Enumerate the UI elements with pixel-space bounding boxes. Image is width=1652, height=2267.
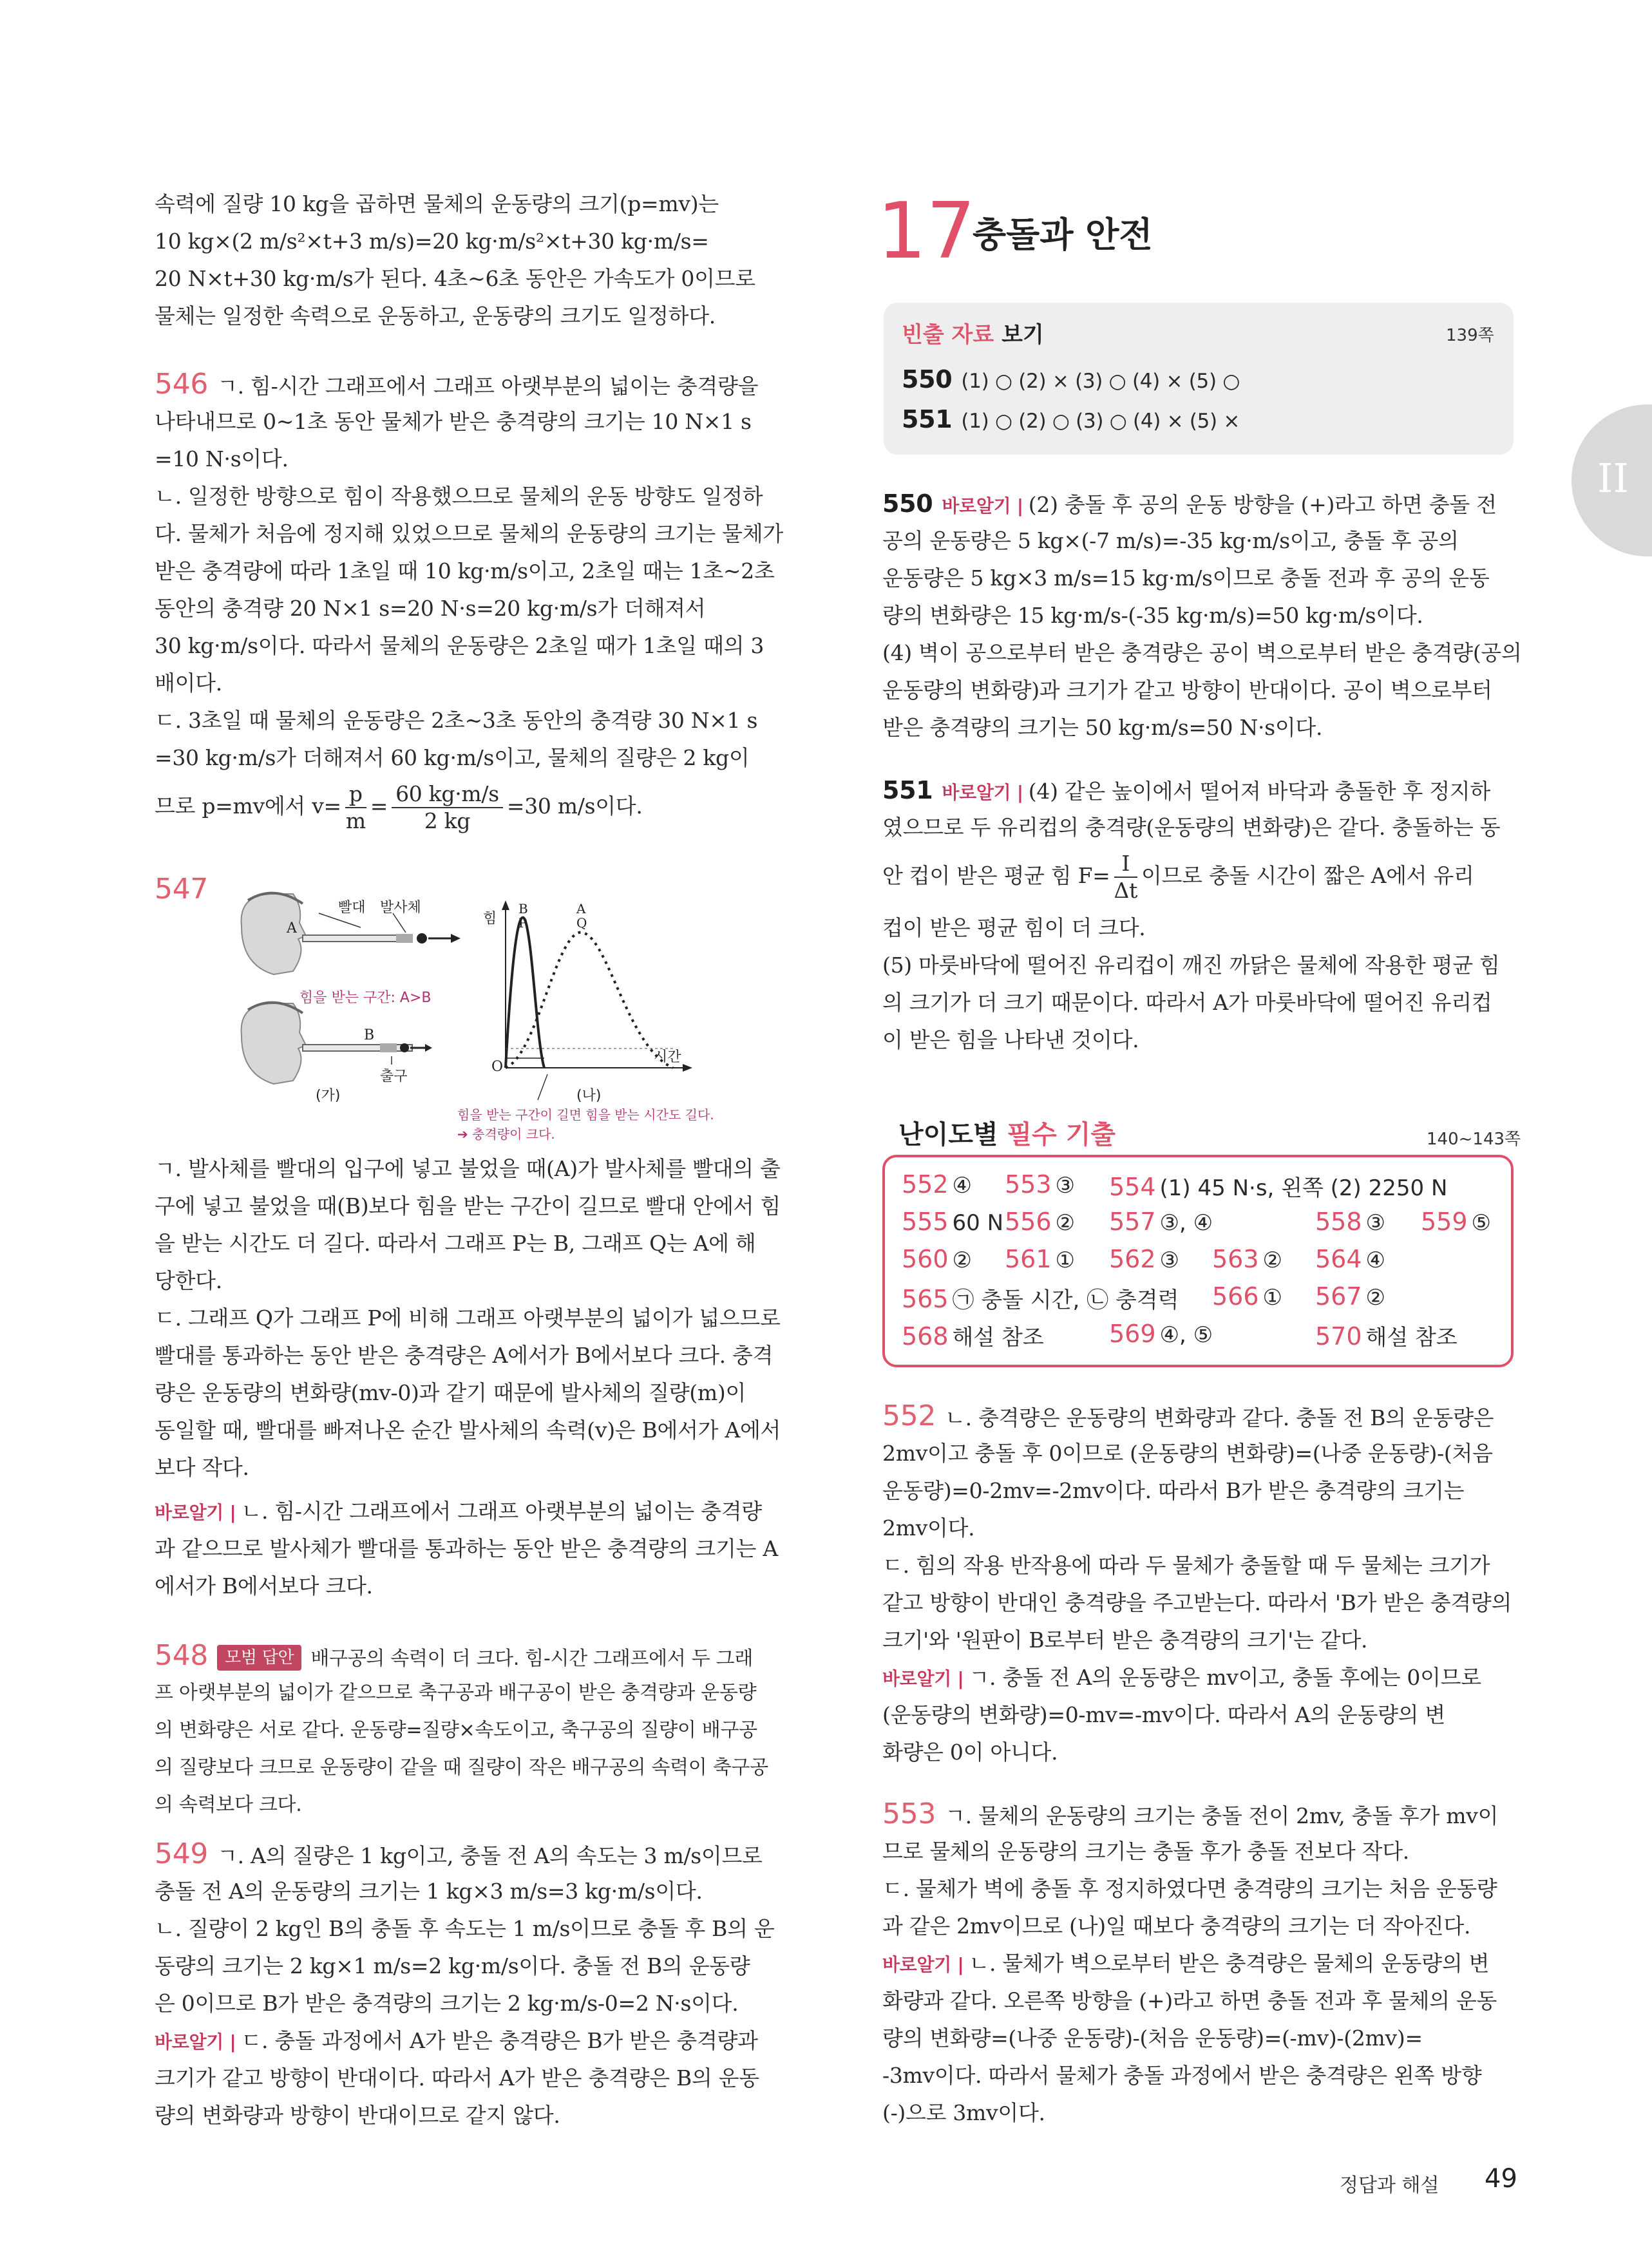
q553-baro-line: (-)으로 3mv이다. xyxy=(882,2100,1045,2125)
q553-baro-line: 량의 변화량=(나중 운동량)-(처음 운동량)=(-mv)-(2mv)= xyxy=(882,2025,1423,2051)
force-range-label: 힘을 받는 구간: A>B xyxy=(299,990,432,1006)
q550-line: 운동량의 변화량)과 크기가 같고 방향이 반대이다. 공이 벽으로부터 xyxy=(882,678,1492,703)
q551-formula: 안 컵이 받은 평균 힘 F= $\frac{I}{\Delta t}$ 이므로 충돌 시간이 짧은 A에서 유리 xyxy=(882,851,1474,903)
q548-line: 548 모범 답안 배구공의 속력이 더 크다. 힘-시간 그래프에서 두 그래 xyxy=(155,1639,754,1672)
q547-line: 량은 운동량의 변화량(mv-0)과 같기 때문에 발사체의 질량(m)이 xyxy=(155,1380,746,1405)
fig-note1: 힘을 받는 구간이 길면 힘을 받는 시간도 길다. xyxy=(457,1107,714,1123)
baro-label: 바로알기 | xyxy=(155,1502,236,1523)
q547-baro-line: 에서가 B에서보다 크다. xyxy=(155,1573,373,1598)
q549-number: 549 xyxy=(155,1837,209,1870)
answer: 555 60 N xyxy=(902,1208,1004,1236)
label-b: B xyxy=(518,901,528,916)
q546-line: 30 kg·m/s이다. 따라서 물체의 운동량은 2초일 때가 1초일 때의 3 xyxy=(155,633,764,658)
freq-row-551: 551 (1) ○ (2) ○ (3) ○ (4) × (5) × xyxy=(902,405,1240,433)
q546-line: 배이다. xyxy=(155,670,222,696)
fig-ga: (가) xyxy=(316,1088,341,1104)
q550-line: 550 바로알기 | (2) 충돌 후 공의 운동 방향을 (+)라고 하면 충돌 전 xyxy=(882,489,1497,518)
exam-page: 140~143쪽 xyxy=(1427,1130,1521,1149)
q548-line: 프 아랫부분의 넓이가 같으므로 축구공과 배구공이 받은 충격량과 운동량 xyxy=(155,1682,757,1704)
answer: 556 ② xyxy=(1005,1208,1076,1236)
q550-line: 운동량은 5 kg×3 m/s=15 kg·m/s이므로 충돌 전과 후 공의 운동 xyxy=(882,565,1490,591)
q553-baro-line: -3mv이다. 따라서 물체가 충돌 과정에서 받은 충격량은 왼쪽 방향 xyxy=(882,2063,1482,2088)
q550-line: 받은 충격량의 크기는 50 kg·m/s=50 N·s이다. xyxy=(882,715,1323,740)
label-p: P xyxy=(518,915,527,931)
q551-line: 551 바로알기 | (4) 같은 높이에서 떨어져 바닥과 충돌한 후 정지하 xyxy=(882,776,1490,804)
intro-line: 10 kg×(2 m/s²×t+3 m/s)=20 kg·m/s²×t+30 kg·m/s= xyxy=(155,229,709,254)
straw-top xyxy=(303,935,412,942)
q547-number-row xyxy=(155,871,217,910)
q546-line: 나타내므로 0~1초 동안 물체가 받은 충격량의 크기는 10 N×1 s xyxy=(155,409,752,434)
q547-line: 빨대를 통과하는 동안 받은 충격량은 A에서가 B에서보다 크다. 충격 xyxy=(155,1343,774,1368)
q547-line: 동일할 때, 빨대를 빠져나온 순간 발사체의 속력(v)은 B에서가 A에서 xyxy=(155,1418,781,1443)
q552-baro-line: 화량은 0이 아니다. xyxy=(882,1740,1058,1765)
q548-line: 의 변화량은 서로 같다. 운동량=질량×속도이고, 축구공의 질량이 배구공 xyxy=(155,1719,757,1741)
fig-note2: ➔ 충격량이 크다. xyxy=(457,1126,555,1142)
face-bottom xyxy=(242,1003,306,1084)
q546-number: 546 xyxy=(155,368,209,401)
q546-line: ㄷ. 3초일 때 물체의 운동량은 2초~3초 동안의 충격량 30 N×1 s xyxy=(155,708,758,733)
q547-line: 구에 넣고 불었을 때(B)보다 힘을 받는 구간이 길므로 빨대 안에서 힘 xyxy=(155,1193,781,1219)
q551-line: 이 받은 힘을 나타낸 것이다. xyxy=(882,1027,1139,1052)
answer: 554 (1) 45 N·s, 왼쪽 (2) 2250 N xyxy=(1109,1173,1448,1201)
q550-line: (4) 벽이 공으로부터 받은 충격량은 공이 벽으로부터 받은 충격량(공의 xyxy=(882,640,1522,665)
q547-baro-line: 바로알기 | ㄴ. 힘-시간 그래프에서 그래프 아랫부분의 넓이는 충격량 xyxy=(155,1499,762,1524)
exit-label: 출구 xyxy=(380,1068,408,1085)
q553-baro-line: 화량과 같다. 오른쪽 방향을 (+)라고 하면 충돌 전과 후 물체의 운동 xyxy=(882,1988,1497,2013)
projectile-dot xyxy=(417,933,427,944)
q549-baro-line: 크기가 같고 방향이 반대이다. 따라서 A가 받은 충격량은 B의 운동 xyxy=(155,2065,759,2091)
q552-line: 크기'와 '원판이 B로부터 받은 충격량의 크기'는 같다. xyxy=(882,1627,1368,1653)
answer: 567 ② xyxy=(1315,1282,1386,1311)
projectile-top xyxy=(396,934,413,943)
q551-line: 컵이 받은 평균 힘이 더 크다. xyxy=(882,915,1146,940)
q553-number: 553 xyxy=(882,1797,936,1830)
projectile-label: 발사체 xyxy=(380,900,421,916)
q552-baro-line: (운동량의 변화량)=0-mv=-mv이다. 따라서 A의 운동량의 변 xyxy=(882,1702,1445,1727)
q546-line: 동안의 충격량 20 N×1 s=20 N·s=20 kg·m/s가 더해져서 xyxy=(155,596,706,621)
q547-line: 당한다. xyxy=(155,1268,222,1293)
q547-figure xyxy=(235,887,763,1158)
answer: 565 ㉠ 충돌 시간, ㉡ 충격력 xyxy=(902,1285,1179,1313)
q549-baro-line: 바로알기 | ㄷ. 충돌 과정에서 A가 받은 충격량은 B가 받은 충격량과 xyxy=(155,2028,758,2053)
point-a: A xyxy=(287,920,297,936)
answer: 558 ③ xyxy=(1315,1208,1386,1236)
answer: 568 해설 참조 xyxy=(902,1322,1044,1351)
answer: 564 ④ xyxy=(1315,1245,1386,1273)
answer: 566 ① xyxy=(1212,1282,1283,1311)
section-number: 17 xyxy=(877,187,976,276)
point-b: B xyxy=(364,1027,375,1043)
q552-line: 같고 방향이 반대인 충격량을 주고받는다. 따라서 'B가 받은 충격량의 xyxy=(882,1590,1512,1615)
answer: 559 ⑤ xyxy=(1421,1208,1492,1236)
q547-line: ㄱ. 발사체를 빨대의 입구에 넣고 불었을 때(A)가 발사체를 빨대의 출 xyxy=(155,1156,781,1181)
section-title: 충돌과 안전 xyxy=(973,214,1153,255)
q553-line: 과 같은 2mv이므로 (나)일 때보다 충격량의 크기는 더 작아진다. xyxy=(882,1913,1471,1939)
q552-baro-line: 바로알기 | ㄱ. 충돌 전 A의 운동량은 mv이고, 충돌 후에는 0이므로 xyxy=(882,1665,1481,1690)
q549-line: 충돌 전 A의 운동량의 크기는 1 kg×3 m/s=3 kg·m/s이다. xyxy=(155,1879,703,1904)
q550-number: 550 xyxy=(882,489,933,518)
q551-line: 였으므로 두 유리컵의 충격량(운동량의 변화량)은 같다. 충돌하는 동 xyxy=(882,815,1501,840)
q546-line: =30 kg·m/s가 더해져서 60 kg·m/s이고, 물체의 질량은 2 kg이 xyxy=(155,745,750,770)
exam-title: 난이도별 필수 기출 xyxy=(898,1120,1116,1150)
q553-baro-line: 바로알기 | ㄴ. 물체가 벽으로부터 받은 충격량은 물체의 운동량의 변 xyxy=(882,1951,1490,1976)
fig-na: (나) xyxy=(576,1088,602,1104)
fraction: $\frac{I}{\Delta t}$ xyxy=(1114,851,1138,903)
baro-label: 바로알기 | xyxy=(155,2031,236,2053)
q552-number: 552 xyxy=(882,1399,936,1432)
q551-number: 551 xyxy=(882,776,933,804)
q549-line: 은 0이므로 B가 받은 충격량의 크기는 2 kg·m/s-0=2 N·s이다. xyxy=(155,1991,739,2016)
answer: 562 ③ xyxy=(1109,1245,1180,1273)
q551-line: 의 크기가 더 크기 때문이다. 따라서 A가 마룻바닥에 떨어진 유리컵 xyxy=(882,990,1492,1015)
fraction: $\frac{p}{m}$ xyxy=(345,781,366,833)
intro-line: 20 N×t+30 kg·m/s가 된다. 4초~6초 동안은 가속도가 0이므로 xyxy=(155,266,755,291)
answer: 552 ④ xyxy=(902,1170,973,1199)
q552-line: 운동량)=0-2mv=-2mv이다. 따라서 B가 받은 충격량의 크기는 xyxy=(882,1478,1465,1503)
straw-label: 빨대 xyxy=(338,900,366,916)
origin-label: O xyxy=(491,1059,504,1075)
q548-line: 의 속력보다 크다. xyxy=(155,1794,302,1816)
answer: 563 ② xyxy=(1212,1245,1283,1273)
answer: 561 ① xyxy=(1005,1245,1076,1273)
q549-line: 동량의 크기는 2 kg×1 m/s=2 kg·m/s이다. 충돌 전 B의 운동량 xyxy=(155,1953,750,1978)
q552-line: 2mv이고 충돌 후 0이므로 (운동량의 변화량)=(나중 운동량)-(처음 xyxy=(882,1441,1493,1466)
q546-formula: 므로 p=mv에서 v= $\frac{p}{m}$ = $\frac{60 kg\cdot m/s}{2 kg}$ =30 m/s이다. xyxy=(155,781,643,833)
q547-line: ㄷ. 그래프 Q가 그래프 P에 비해 그래프 아랫부분의 넓이가 넓으므로 xyxy=(155,1305,781,1331)
q553-line: ㄷ. 물체가 벽에 충돌 후 정지하였다면 충격량의 크기는 처음 운동량 xyxy=(882,1876,1497,1901)
q547-line: 을 받는 시간도 더 길다. 따라서 그래프 P는 B, 그래프 Q는 A에 해 xyxy=(155,1231,756,1256)
answer: 560 ② xyxy=(902,1245,973,1273)
q549-line: ㄴ. 질량이 2 kg인 B의 충돌 후 속도는 1 m/s이므로 충돌 후 B의 운 xyxy=(155,1916,775,1941)
q546-line: 546 ㄱ. 힘-시간 그래프에서 그래프 아랫부분의 넓이는 충격량을 xyxy=(155,368,759,401)
q546-line: 다. 물체가 처음에 정지해 있었으므로 물체의 운동량의 크기는 물체가 xyxy=(155,521,783,546)
force-axis-label: 힘 xyxy=(483,911,497,927)
q551-line: (5) 마룻바닥에 떨어진 유리컵이 깨진 까닭은 물체에 작용한 평균 힘 xyxy=(882,953,1500,978)
answer: 553 ③ xyxy=(1005,1170,1076,1199)
q546-line: ㄴ. 일정한 방향으로 힘이 작용했으므로 물체의 운동 방향도 일정하 xyxy=(155,484,763,509)
q546-line: 받은 충격량에 따라 1초일 때 10 kg·m/s이고, 2초일 때는 1초~2초 xyxy=(155,558,775,583)
q547-line: 보다 작다. xyxy=(155,1455,249,1480)
q553-line: 므로 물체의 운동량의 크기는 충돌 후가 충돌 전보다 작다. xyxy=(882,1839,1410,1864)
label-q: Q xyxy=(576,915,587,931)
q547-baro-line: 과 같으므로 발사체가 빨대를 통과하는 동안 받은 충격량의 크기는 A xyxy=(155,1536,778,1561)
label-a: A xyxy=(576,901,586,916)
intro-line: 물체는 일정한 속력으로 운동하고, 운동량의 크기도 일정하다. xyxy=(155,303,716,328)
q550-line: 량의 변화량은 15 kg·m/s-(-35 kg·m/s)=50 kg·m/s이다. xyxy=(882,603,1423,628)
q547-number: 547 xyxy=(155,873,209,906)
time-axis-label: 시간 xyxy=(654,1049,681,1065)
q548-number: 548 xyxy=(155,1639,209,1672)
freq-title: 빈출 자료 보기 xyxy=(902,322,1044,348)
freq-row-550: 550 (1) ○ (2) × (3) ○ (4) × (5) ○ xyxy=(902,365,1240,394)
q549-baro-line: 량의 변화량과 방향이 반대이므로 같지 않다. xyxy=(155,2103,560,2128)
q546-line: =10 N·s이다. xyxy=(155,446,289,471)
answer: 569 ④, ⑤ xyxy=(1109,1320,1213,1348)
q552-line: 2mv이다. xyxy=(882,1515,975,1541)
chapter-tab-label: II xyxy=(1597,455,1629,502)
intro-line: 속력에 질량 10 kg을 곱하면 물체의 운동량의 크기(p=mv)는 xyxy=(155,191,719,216)
q549-line: 549 ㄱ. A의 질량은 1 kg이고, 충돌 전 A의 속도는 3 m/s이므로 xyxy=(155,1837,763,1870)
page-number: 49 xyxy=(1485,2164,1517,2194)
chapter-tab xyxy=(1571,404,1652,556)
q553-line: 553 ㄱ. 물체의 운동량의 크기는 충돌 전이 2mv, 충돌 후가 mv이 xyxy=(882,1797,1499,1830)
q550-line: 공의 운동량은 5 kg×(-7 m/s)=-35 kg·m/s이고, 충돌 후 공의 xyxy=(882,528,1459,553)
answer: 570 해설 참조 xyxy=(1315,1322,1457,1351)
answer: 557 ③, ④ xyxy=(1109,1208,1213,1236)
fraction: $\frac{60 kg\cdot m/s}{2 kg}$ xyxy=(392,781,503,834)
q548-line: 의 질량보다 크므로 운동량이 같을 때 질량이 작은 배구공의 속력이 축구공 xyxy=(155,1756,768,1779)
q552-line: 552 ㄴ. 충격량은 운동량의 변화량과 같다. 충돌 전 B의 운동량은 xyxy=(882,1399,1494,1432)
footer-label: 정답과 해설 xyxy=(1340,2174,1439,2197)
q552-line: ㄷ. 힘의 작용 반작용에 따라 두 물체가 충돌할 때 두 물체는 크기가 xyxy=(882,1553,1490,1578)
model-answer-badge: 모범 답안 xyxy=(217,1645,301,1671)
freq-page: 139쪽 xyxy=(1446,326,1494,345)
